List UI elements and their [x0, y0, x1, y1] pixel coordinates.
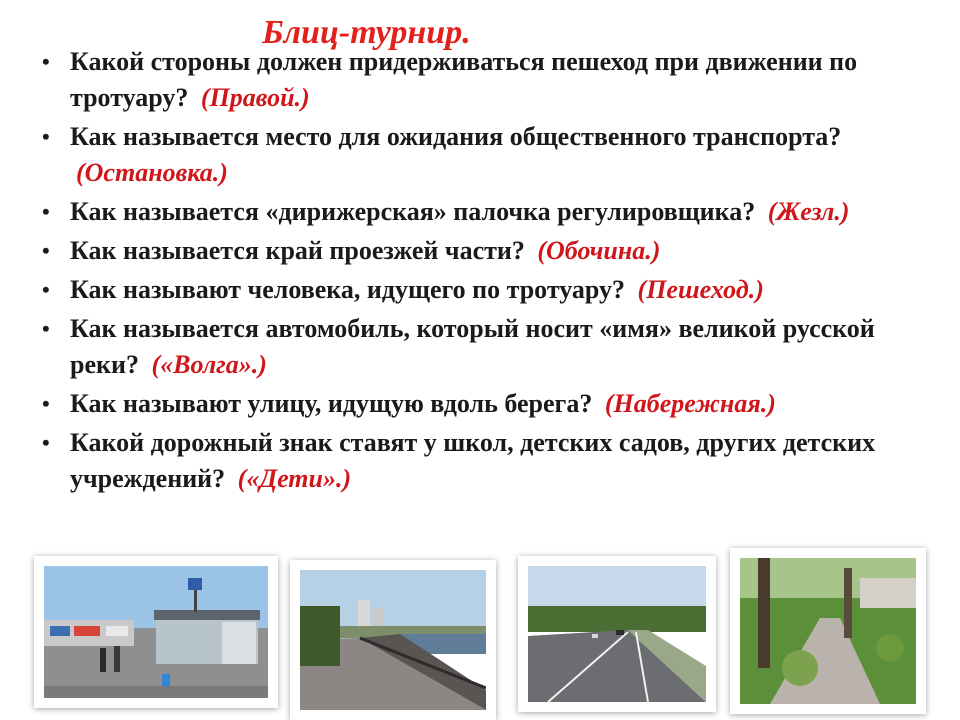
question-text: Как называется место для ожидания общественного транспорта? — [70, 122, 842, 151]
list-item — [40, 311, 940, 383]
page-title: Блиц-турнир. — [262, 14, 471, 51]
question-text: Как называется автомобиль, который носит «имя» великой русской реки? — [70, 314, 875, 379]
bullet-icon: • — [42, 277, 50, 302]
bullet-icon: • — [42, 199, 50, 224]
answer-text: (Жезл.) — [767, 197, 850, 226]
bullet-icon: • — [42, 124, 50, 149]
question-text: Как называется «дирижерская» палочка регулировщика? — [70, 197, 756, 226]
answer-text: (Обочина.) — [537, 236, 661, 265]
list-item — [40, 194, 940, 230]
answer-text: (Пешеход.) — [637, 275, 764, 304]
list-item — [40, 44, 940, 116]
bullet-icon: • — [42, 49, 50, 74]
bullet-icon: • — [42, 238, 50, 263]
embankment-photo — [290, 560, 496, 720]
answer-text: (Набережная.) — [604, 389, 776, 418]
bus-stop-photo — [34, 556, 278, 708]
answer-text: («Волга».) — [151, 350, 267, 379]
bullet-icon: • — [42, 391, 50, 416]
answer-text: (Остановка.) — [76, 158, 228, 187]
list-item — [40, 119, 940, 191]
list-item — [40, 386, 940, 422]
answer-text: (Правой.) — [200, 83, 310, 112]
question-text: Какой дорожный знак ставят у школ, детских садов, других детских учреждений? — [70, 428, 876, 493]
question-text: Как называют улицу, идущую вдоль берега? — [70, 389, 593, 418]
bullet-icon: • — [42, 316, 50, 341]
list-item — [40, 233, 940, 269]
photo-strip — [0, 548, 960, 720]
bullet-icon: • — [42, 430, 50, 455]
question-list — [40, 44, 940, 493]
list-item — [40, 425, 940, 493]
sidewalk-photo — [730, 548, 926, 714]
road-shoulder-photo — [518, 556, 716, 712]
question-text: Как называют человека, идущего по тротуару? — [70, 275, 626, 304]
question-text: Какой стороны должен придерживаться пешеход при движении по тротуару? — [70, 47, 858, 112]
list-item — [40, 272, 940, 308]
question-text: Как называется край проезжей части? — [70, 236, 525, 265]
answer-text: («Дети».) — [237, 464, 352, 493]
